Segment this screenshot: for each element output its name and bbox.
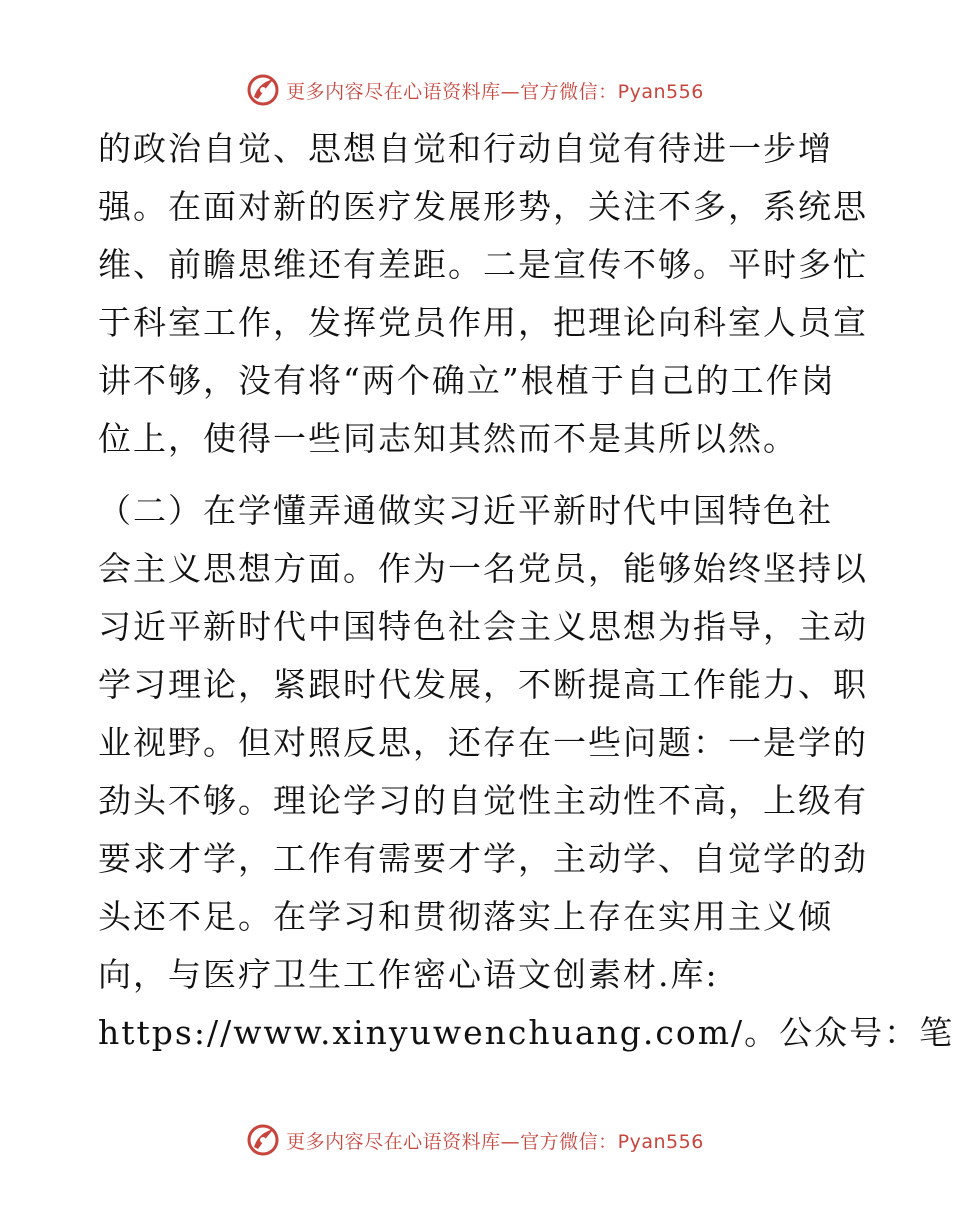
text-line: 业视野。但对照反思，还存在一些问题：一是学的 — [98, 723, 868, 762]
header-watermark-text: 更多内容尽在心语资料库—官方微信：Pyan556 — [286, 80, 704, 103]
text-line: 位上，使得一些同志知其然而不是其所以然。 — [98, 419, 798, 458]
text-line: 要求才学，工作有需要才学，主动学、自觉学的劲 — [98, 839, 868, 878]
text-line: 头还不足。在学习和贯彻落实上存在实用主义倾 — [98, 897, 833, 936]
document-body — [98, 120, 954, 1062]
paragraph-2 — [98, 482, 954, 1062]
brand-logo-icon — [246, 73, 280, 107]
paragraph-spacer — [98, 468, 858, 482]
text-line: 学习理论，紧跟时代发展，不断提高工作能力、职 — [98, 665, 868, 704]
text-line: 的政治自觉、思想自觉和行动自觉有待进一步增 — [98, 129, 833, 168]
text-line: 维、前瞻思维还有差距。二是宣传不够。平时多忙 — [98, 245, 868, 284]
text-line: 习近平新时代中国特色社会主义思想为指导，主动 — [98, 607, 868, 646]
footer-watermark-text: 更多内容尽在心语资料库—官方微信：Pyan556 — [286, 1130, 704, 1153]
brand-logo-icon — [246, 1123, 280, 1157]
url-text-line: https://www.xinyuwenchuang.com/。公众号：笔 — [98, 1013, 954, 1052]
text-line: 于科室工作，发挥党员作用，把理论向科室人员宣 — [98, 303, 868, 342]
footer-watermark — [0, 1120, 950, 1160]
text-line: 强。在面对新的医疗发展形势，关注不多，系统思 — [98, 187, 868, 226]
text-line: 劲头不够。理论学习的自觉性主动性不高，上级有 — [98, 781, 868, 820]
text-line: 向，与医疗卫生工作密心语文创素材.库: — [98, 955, 719, 994]
section-heading-line: （二）在学懂弄通做实习近平新时代中国特色社 — [98, 491, 833, 530]
header-watermark — [0, 70, 950, 110]
text-line: 会主义思想方面。作为一名党员，能够始终坚持以 — [98, 549, 868, 588]
text-line: 讲不够，没有将“两个确立”根植于自己的工作岗 — [98, 361, 836, 400]
paragraph-1 — [98, 120, 868, 468]
